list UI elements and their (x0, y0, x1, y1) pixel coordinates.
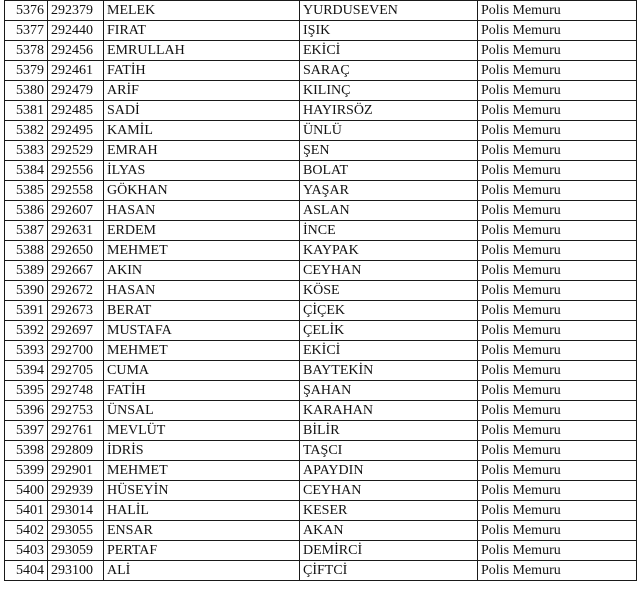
table-row (5, 141, 637, 161)
registry-number-cell: 292753 (48, 401, 104, 421)
first-name-cell: HALİL (104, 501, 300, 521)
table-row (5, 341, 637, 361)
registry-number-cell: 292761 (48, 421, 104, 441)
surname-cell: ÜNLÜ (300, 121, 478, 141)
first-name-cell: MELEK (104, 1, 300, 21)
registry-number-cell: 293100 (48, 561, 104, 581)
surname-cell: CEYHAN (300, 481, 478, 501)
first-name-cell: BERAT (104, 301, 300, 321)
first-name-cell: KAMİL (104, 121, 300, 141)
registry-number-cell: 292461 (48, 61, 104, 81)
rank-cell: Polis Memuru (478, 161, 637, 181)
row-index-cell: 5383 (5, 141, 48, 161)
table-row (5, 281, 637, 301)
first-name-cell: MEHMET (104, 341, 300, 361)
rank-cell: Polis Memuru (478, 461, 637, 481)
row-index-cell: 5390 (5, 281, 48, 301)
registry-number-cell: 293059 (48, 541, 104, 561)
registry-number-cell: 293014 (48, 501, 104, 521)
first-name-cell: EMRAH (104, 141, 300, 161)
surname-cell: EKİCİ (300, 341, 478, 361)
rank-cell: Polis Memuru (478, 41, 637, 61)
first-name-cell: İDRİS (104, 441, 300, 461)
table-row (5, 201, 637, 221)
table-row (5, 181, 637, 201)
table-row (5, 81, 637, 101)
rank-cell: Polis Memuru (478, 1, 637, 21)
rank-cell: Polis Memuru (478, 341, 637, 361)
row-index-cell: 5387 (5, 221, 48, 241)
row-index-cell: 5392 (5, 321, 48, 341)
row-index-cell: 5393 (5, 341, 48, 361)
surname-cell: DEMİRCİ (300, 541, 478, 561)
registry-number-cell: 292672 (48, 281, 104, 301)
table-row (5, 101, 637, 121)
row-index-cell: 5404 (5, 561, 48, 581)
first-name-cell: EMRULLAH (104, 41, 300, 61)
rank-cell: Polis Memuru (478, 121, 637, 141)
first-name-cell: MUSTAFA (104, 321, 300, 341)
personnel-table (4, 0, 637, 581)
registry-number-cell: 292673 (48, 301, 104, 321)
table-row (5, 221, 637, 241)
table-row (5, 441, 637, 461)
registry-number-cell: 292440 (48, 21, 104, 41)
rank-cell: Polis Memuru (478, 501, 637, 521)
row-index-cell: 5385 (5, 181, 48, 201)
row-index-cell: 5380 (5, 81, 48, 101)
table-row (5, 361, 637, 381)
table-row (5, 541, 637, 561)
surname-cell: BOLAT (300, 161, 478, 181)
registry-number-cell: 292479 (48, 81, 104, 101)
table-row (5, 1, 637, 21)
registry-number-cell: 292379 (48, 1, 104, 21)
row-index-cell: 5402 (5, 521, 48, 541)
row-index-cell: 5399 (5, 461, 48, 481)
table-row (5, 321, 637, 341)
table-row (5, 161, 637, 181)
surname-cell: ŞEN (300, 141, 478, 161)
rank-cell: Polis Memuru (478, 561, 637, 581)
row-index-cell: 5384 (5, 161, 48, 181)
first-name-cell: MEHMET (104, 461, 300, 481)
surname-cell: KÖSE (300, 281, 478, 301)
rank-cell: Polis Memuru (478, 261, 637, 281)
row-index-cell: 5394 (5, 361, 48, 381)
row-index-cell: 5400 (5, 481, 48, 501)
rank-cell: Polis Memuru (478, 401, 637, 421)
surname-cell: KESER (300, 501, 478, 521)
surname-cell: ÇELİK (300, 321, 478, 341)
surname-cell: BAYTEKİN (300, 361, 478, 381)
first-name-cell: HASAN (104, 281, 300, 301)
table-row (5, 61, 637, 81)
document-page (4, 0, 636, 581)
first-name-cell: CUMA (104, 361, 300, 381)
rank-cell: Polis Memuru (478, 101, 637, 121)
table-row (5, 381, 637, 401)
registry-number-cell: 292456 (48, 41, 104, 61)
table-row (5, 401, 637, 421)
table-row (5, 421, 637, 441)
first-name-cell: ENSAR (104, 521, 300, 541)
surname-cell: KARAHAN (300, 401, 478, 421)
first-name-cell: PERTAF (104, 541, 300, 561)
rank-cell: Polis Memuru (478, 421, 637, 441)
row-index-cell: 5379 (5, 61, 48, 81)
row-index-cell: 5395 (5, 381, 48, 401)
rank-cell: Polis Memuru (478, 481, 637, 501)
registry-number-cell: 292667 (48, 261, 104, 281)
table-row (5, 21, 637, 41)
table-row (5, 41, 637, 61)
surname-cell: APAYDIN (300, 461, 478, 481)
row-index-cell: 5401 (5, 501, 48, 521)
rank-cell: Polis Memuru (478, 61, 637, 81)
row-index-cell: 5381 (5, 101, 48, 121)
table-row (5, 121, 637, 141)
registry-number-cell: 292558 (48, 181, 104, 201)
row-index-cell: 5397 (5, 421, 48, 441)
first-name-cell: FATİH (104, 381, 300, 401)
row-index-cell: 5377 (5, 21, 48, 41)
registry-number-cell: 292939 (48, 481, 104, 501)
registry-number-cell: 292650 (48, 241, 104, 261)
surname-cell: IŞIK (300, 21, 478, 41)
first-name-cell: MEHMET (104, 241, 300, 261)
registry-number-cell: 292495 (48, 121, 104, 141)
surname-cell: YAŞAR (300, 181, 478, 201)
table-row (5, 481, 637, 501)
rank-cell: Polis Memuru (478, 321, 637, 341)
row-index-cell: 5389 (5, 261, 48, 281)
table-row (5, 461, 637, 481)
surname-cell: SARAÇ (300, 61, 478, 81)
rank-cell: Polis Memuru (478, 301, 637, 321)
surname-cell: TAŞCI (300, 441, 478, 461)
first-name-cell: ERDEM (104, 221, 300, 241)
rank-cell: Polis Memuru (478, 281, 637, 301)
registry-number-cell: 292748 (48, 381, 104, 401)
row-index-cell: 5396 (5, 401, 48, 421)
first-name-cell: HÜSEYİN (104, 481, 300, 501)
table-row (5, 301, 637, 321)
surname-cell: EKİCİ (300, 41, 478, 61)
registry-number-cell: 292705 (48, 361, 104, 381)
registry-number-cell: 292631 (48, 221, 104, 241)
registry-number-cell: 292700 (48, 341, 104, 361)
row-index-cell: 5386 (5, 201, 48, 221)
registry-number-cell: 293055 (48, 521, 104, 541)
rank-cell: Polis Memuru (478, 201, 637, 221)
first-name-cell: İLYAS (104, 161, 300, 181)
registry-number-cell: 292901 (48, 461, 104, 481)
rank-cell: Polis Memuru (478, 361, 637, 381)
table-row (5, 561, 637, 581)
surname-cell: BİLİR (300, 421, 478, 441)
surname-cell: İNCE (300, 221, 478, 241)
surname-cell: KAYPAK (300, 241, 478, 261)
table-row (5, 521, 637, 541)
surname-cell: KILINÇ (300, 81, 478, 101)
row-index-cell: 5398 (5, 441, 48, 461)
registry-number-cell: 292485 (48, 101, 104, 121)
table-row (5, 501, 637, 521)
surname-cell: HAYIRSÖZ (300, 101, 478, 121)
rank-cell: Polis Memuru (478, 521, 637, 541)
rank-cell: Polis Memuru (478, 21, 637, 41)
table-body (5, 1, 637, 581)
first-name-cell: MEVLÜT (104, 421, 300, 441)
registry-number-cell: 292697 (48, 321, 104, 341)
surname-cell: YURDUSEVEN (300, 1, 478, 21)
first-name-cell: ALİ (104, 561, 300, 581)
rank-cell: Polis Memuru (478, 441, 637, 461)
row-index-cell: 5388 (5, 241, 48, 261)
rank-cell: Polis Memuru (478, 381, 637, 401)
first-name-cell: ÜNSAL (104, 401, 300, 421)
first-name-cell: FATİH (104, 61, 300, 81)
row-index-cell: 5403 (5, 541, 48, 561)
registry-number-cell: 292607 (48, 201, 104, 221)
registry-number-cell: 292529 (48, 141, 104, 161)
registry-number-cell: 292556 (48, 161, 104, 181)
rank-cell: Polis Memuru (478, 241, 637, 261)
surname-cell: ŞAHAN (300, 381, 478, 401)
rank-cell: Polis Memuru (478, 81, 637, 101)
surname-cell: ÇİFTCİ (300, 561, 478, 581)
row-index-cell: 5378 (5, 41, 48, 61)
first-name-cell: AKIN (104, 261, 300, 281)
rank-cell: Polis Memuru (478, 141, 637, 161)
surname-cell: CEYHAN (300, 261, 478, 281)
row-index-cell: 5376 (5, 1, 48, 21)
surname-cell: ASLAN (300, 201, 478, 221)
surname-cell: AKAN (300, 521, 478, 541)
first-name-cell: HASAN (104, 201, 300, 221)
first-name-cell: ARİF (104, 81, 300, 101)
first-name-cell: FIRAT (104, 21, 300, 41)
rank-cell: Polis Memuru (478, 221, 637, 241)
row-index-cell: 5391 (5, 301, 48, 321)
table-row (5, 261, 637, 281)
rank-cell: Polis Memuru (478, 541, 637, 561)
first-name-cell: GÖKHAN (104, 181, 300, 201)
row-index-cell: 5382 (5, 121, 48, 141)
surname-cell: ÇİÇEK (300, 301, 478, 321)
registry-number-cell: 292809 (48, 441, 104, 461)
first-name-cell: SADİ (104, 101, 300, 121)
rank-cell: Polis Memuru (478, 181, 637, 201)
table-row (5, 241, 637, 261)
